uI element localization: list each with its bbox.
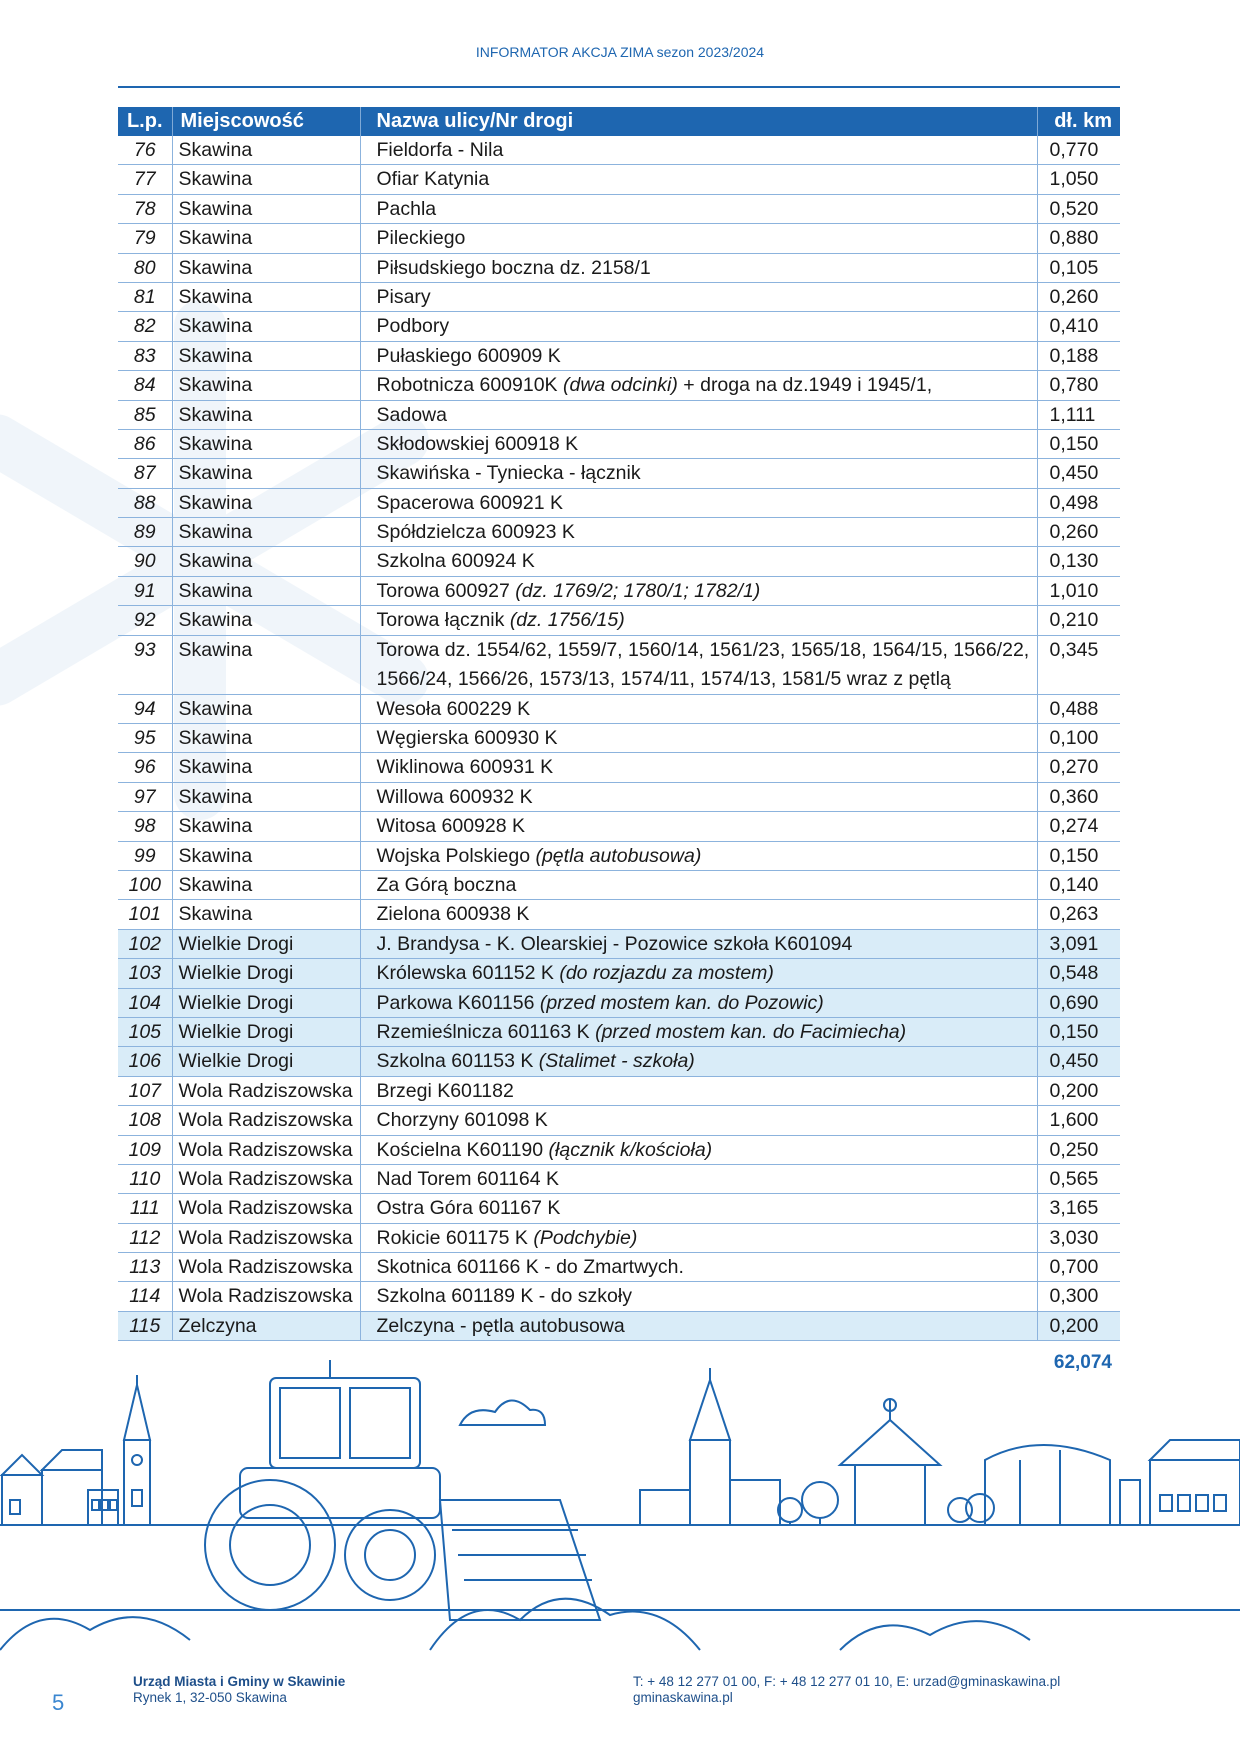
row-street (360, 1076, 1037, 1105)
row-place: Skawina (172, 518, 360, 547)
row-length-km: 0,100 (1037, 724, 1120, 753)
row-street (360, 870, 1037, 899)
table-body (118, 136, 1120, 1341)
row-number: 93 (118, 635, 172, 694)
row-number: 115 (118, 1311, 172, 1340)
table-row (118, 841, 1120, 870)
street-note: (przed mostem kan. do Facimiecha) (595, 1020, 907, 1043)
street-name: Witosa 600928 K (376, 815, 526, 838)
street-name: Spółdzielcza 600923 K (376, 521, 575, 544)
street-name: Brzegi K601182 (376, 1079, 514, 1102)
street-name: Węgierska 600930 K (376, 727, 558, 750)
row-place: Wola Radziszowska (172, 1194, 360, 1223)
table-row (118, 1135, 1120, 1164)
header-divider (118, 86, 1120, 88)
row-street (360, 429, 1037, 458)
row-length-km: 0,410 (1037, 312, 1120, 341)
table-row (118, 1282, 1120, 1311)
row-place: Wola Radziszowska (172, 1223, 360, 1252)
row-length-km: 0,274 (1037, 812, 1120, 841)
row-street (360, 694, 1037, 723)
street-name: Szkolna 600924 K (376, 550, 535, 573)
row-length-km: 0,250 (1037, 1135, 1120, 1164)
row-length-km: 1,050 (1037, 165, 1120, 194)
table-row (118, 1194, 1120, 1223)
table-row (118, 547, 1120, 576)
row-place: Skawina (172, 635, 360, 694)
row-number: 88 (118, 488, 172, 517)
row-number: 91 (118, 576, 172, 605)
row-street (360, 929, 1037, 958)
table-row (118, 1223, 1120, 1252)
row-street (360, 1223, 1037, 1252)
row-street (360, 1282, 1037, 1311)
street-name: Skawińska - Tyniecka - łącznik (376, 462, 641, 485)
row-length-km: 0,450 (1037, 1047, 1120, 1076)
table-row (118, 959, 1120, 988)
street-name: Ostra Góra 601167 K (376, 1197, 561, 1220)
row-number: 80 (118, 253, 172, 282)
street-note: (pętla autobusowa) (535, 844, 702, 867)
row-place: Skawina (172, 724, 360, 753)
row-place: Skawina (172, 341, 360, 370)
table-row (118, 282, 1120, 311)
row-street (360, 547, 1037, 576)
row-number: 113 (118, 1253, 172, 1282)
row-street (360, 959, 1037, 988)
row-number: 104 (118, 988, 172, 1017)
row-street (360, 1164, 1037, 1193)
row-street (360, 635, 1037, 694)
row-number: 106 (118, 1047, 172, 1076)
roads-table (118, 107, 1120, 1341)
row-length-km: 0,450 (1037, 459, 1120, 488)
table-row (118, 576, 1120, 605)
footer-contact[interactable]: T: + 48 12 277 01 00, F: + 48 12 277 01 10, E: urzad@gminaskawina.pl (633, 1674, 1061, 1689)
row-street (360, 1311, 1037, 1340)
street-name: Torowa dz. 1554/62, 1559/7, 1560/14, 1561/23, 1565/18, 1564/15, 1566/22, 1566/24, 1566/26, 1573/13, 1574/11, 1574/13, 1581/5 wraz z pętlą (376, 638, 1030, 690)
table-row (118, 1164, 1120, 1193)
row-length-km: 0,200 (1037, 1076, 1120, 1105)
street-name: Wojska Polskiego (376, 844, 531, 867)
row-number: 114 (118, 1282, 172, 1311)
street-name: Królewska 601152 K (376, 962, 554, 985)
street-note: (przed mostem kan. do Pozowic) (539, 991, 824, 1014)
row-length-km: 0,780 (1037, 371, 1120, 400)
row-place: Wola Radziszowska (172, 1076, 360, 1105)
row-number: 110 (118, 1164, 172, 1193)
street-note: (Stalimet - szkoła) (538, 1050, 695, 1073)
footer-contact-block (633, 1674, 1060, 1706)
row-street (360, 841, 1037, 870)
row-number: 109 (118, 1135, 172, 1164)
row-street (360, 1047, 1037, 1076)
street-name: Torowa 600927 (376, 579, 510, 602)
row-length-km: 3,030 (1037, 1223, 1120, 1252)
footer-website-link[interactable]: gminaskawina.pl (633, 1690, 733, 1705)
street-note: (Podchybie) (533, 1226, 638, 1249)
table-row (118, 1311, 1120, 1340)
row-number: 103 (118, 959, 172, 988)
column-header-street: Nazwa ulicy/Nr drogi (360, 107, 1037, 136)
table-row (118, 635, 1120, 694)
street-name: Podbory (376, 315, 450, 338)
street-name: Pisary (376, 285, 431, 308)
winter-town-illustration (0, 1350, 1240, 1660)
street-name: Pileckiego (376, 227, 466, 250)
row-number: 90 (118, 547, 172, 576)
street-name: Kościelna K601190 (376, 1138, 544, 1161)
table-row (118, 1253, 1120, 1282)
street-name: Szkolna 601189 K - do szkoły (376, 1285, 632, 1308)
street-note: (dz. 1756/15) (509, 609, 625, 632)
row-length-km: 0,770 (1037, 136, 1120, 165)
row-place: Wielkie Drogi (172, 1017, 360, 1046)
row-number: 99 (118, 841, 172, 870)
row-number: 84 (118, 371, 172, 400)
row-street (360, 136, 1037, 165)
row-number: 108 (118, 1106, 172, 1135)
table-row (118, 136, 1120, 165)
row-length-km: 1,111 (1037, 400, 1120, 429)
row-place: Skawina (172, 312, 360, 341)
row-place: Skawina (172, 224, 360, 253)
row-number: 100 (118, 870, 172, 899)
row-place: Skawina (172, 459, 360, 488)
row-length-km: 0,140 (1037, 870, 1120, 899)
street-name: Fieldorfa - Nila (376, 139, 504, 161)
street-note: (do rozjazdu za mostem) (559, 962, 774, 985)
row-number: 81 (118, 282, 172, 311)
row-length-km: 0,150 (1037, 841, 1120, 870)
street-name: Nad Torem 601164 K (376, 1167, 559, 1190)
table-header-row (118, 107, 1120, 136)
row-place: Wola Radziszowska (172, 1282, 360, 1311)
row-length-km: 0,345 (1037, 635, 1120, 694)
row-place: Skawina (172, 371, 360, 400)
street-name: Chorzyny 601098 K (376, 1109, 548, 1132)
row-number: 107 (118, 1076, 172, 1105)
street-name: Sadowa (376, 403, 447, 426)
table-row (118, 929, 1120, 958)
table-row (118, 694, 1120, 723)
row-number: 79 (118, 224, 172, 253)
table-row (118, 429, 1120, 458)
page-header-title: INFORMATOR AKCJA ZIMA sezon 2023/2024 (475, 44, 765, 60)
row-number: 83 (118, 341, 172, 370)
table-row (118, 1076, 1120, 1105)
row-street (360, 253, 1037, 282)
row-place: Wola Radziszowska (172, 1106, 360, 1135)
row-place: Skawina (172, 606, 360, 635)
row-street (360, 282, 1037, 311)
row-length-km: 0,200 (1037, 1311, 1120, 1340)
table-row (118, 753, 1120, 782)
row-street (360, 400, 1037, 429)
street-name: Torowa łącznik (376, 609, 505, 632)
row-place: Skawina (172, 429, 360, 458)
row-length-km: 0,260 (1037, 518, 1120, 547)
street-name: Piłsudskiego boczna dz. 2158/1 (376, 256, 651, 279)
row-place: Skawina (172, 900, 360, 929)
table-row (118, 518, 1120, 547)
row-place: Wola Radziszowska (172, 1164, 360, 1193)
table-row (118, 782, 1120, 811)
row-length-km: 0,548 (1037, 959, 1120, 988)
row-street (360, 782, 1037, 811)
row-place: Wola Radziszowska (172, 1253, 360, 1282)
row-street (360, 312, 1037, 341)
row-place: Wielkie Drogi (172, 929, 360, 958)
street-name: Spacerowa 600921 K (376, 491, 563, 514)
table-row (118, 224, 1120, 253)
footer-address: Rynek 1, 32-050 Skawina (133, 1690, 287, 1705)
table-row (118, 459, 1120, 488)
row-length-km: 0,360 (1037, 782, 1120, 811)
row-length-km: 0,700 (1037, 1253, 1120, 1282)
row-length-km: 0,130 (1037, 547, 1120, 576)
footer-address-block (133, 1674, 345, 1706)
row-place: Skawina (172, 136, 360, 165)
row-street (360, 900, 1037, 929)
street-name: Willowa 600932 K (376, 785, 533, 808)
row-street (360, 1017, 1037, 1046)
row-length-km: 0,270 (1037, 753, 1120, 782)
table-row (118, 253, 1120, 282)
row-length-km: 0,210 (1037, 606, 1120, 635)
row-street (360, 1194, 1037, 1223)
table-row (118, 1017, 1120, 1046)
street-note: (dwa odcinki) (562, 374, 678, 397)
row-number: 105 (118, 1017, 172, 1046)
row-length-km: 0,498 (1037, 488, 1120, 517)
table-row (118, 1106, 1120, 1135)
row-street (360, 194, 1037, 223)
row-place: Skawina (172, 165, 360, 194)
table-row (118, 488, 1120, 517)
street-name: Rzemieślnicza 601163 K (376, 1020, 590, 1043)
street-name: Zielona 600938 K (376, 903, 530, 926)
row-number: 77 (118, 165, 172, 194)
row-place: Skawina (172, 782, 360, 811)
table-row (118, 341, 1120, 370)
row-place: Skawina (172, 253, 360, 282)
row-length-km: 0,488 (1037, 694, 1120, 723)
row-number: 89 (118, 518, 172, 547)
row-number: 98 (118, 812, 172, 841)
column-header-length: dł. km (1037, 107, 1120, 136)
row-street (360, 988, 1037, 1017)
row-street (360, 488, 1037, 517)
street-name: Szkolna 601153 K (376, 1050, 534, 1073)
row-place: Skawina (172, 488, 360, 517)
row-length-km: 0,188 (1037, 341, 1120, 370)
row-street (360, 1253, 1037, 1282)
street-name: J. Brandysa - K. Olearskiej - Pozowice szkoła K601094 (376, 932, 853, 955)
row-place: Skawina (172, 576, 360, 605)
row-street (360, 724, 1037, 753)
row-street (360, 812, 1037, 841)
row-number: 111 (118, 1194, 172, 1223)
row-number: 92 (118, 606, 172, 635)
row-street (360, 165, 1037, 194)
column-header-place: Miejscowość (172, 107, 360, 136)
row-length-km: 1,010 (1037, 576, 1120, 605)
row-number: 78 (118, 194, 172, 223)
row-length-km: 0,520 (1037, 194, 1120, 223)
row-street (360, 371, 1037, 400)
row-length-km: 0,105 (1037, 253, 1120, 282)
row-place: Wielkie Drogi (172, 1047, 360, 1076)
row-number: 87 (118, 459, 172, 488)
table-row (118, 371, 1120, 400)
row-street (360, 606, 1037, 635)
row-street (360, 1135, 1037, 1164)
row-length-km: 0,880 (1037, 224, 1120, 253)
row-place: Skawina (172, 812, 360, 841)
row-place: Skawina (172, 282, 360, 311)
row-number: 102 (118, 929, 172, 958)
row-place: Skawina (172, 870, 360, 899)
row-number: 94 (118, 694, 172, 723)
row-number: 85 (118, 400, 172, 429)
row-place: Wola Radziszowska (172, 1135, 360, 1164)
page-number: 5 (52, 1690, 65, 1715)
table-row (118, 900, 1120, 929)
table-row (118, 312, 1120, 341)
row-street (360, 576, 1037, 605)
row-length-km: 0,690 (1037, 988, 1120, 1017)
row-place: Skawina (172, 400, 360, 429)
row-length-km: 0,260 (1037, 282, 1120, 311)
row-street (360, 459, 1037, 488)
row-number: 112 (118, 1223, 172, 1252)
row-place: Skawina (172, 547, 360, 576)
row-number: 76 (118, 136, 172, 165)
street-name: Ofiar Katynia (376, 168, 490, 191)
row-place: Skawina (172, 694, 360, 723)
street-tail: + droga na dz.1949 i 1945/1, (677, 374, 933, 397)
street-name: Skłodowskiej 600918 K (376, 432, 579, 455)
street-name: Wesoła 600229 K (376, 697, 531, 720)
street-name: Za Górą boczna (376, 873, 517, 896)
row-length-km: 0,565 (1037, 1164, 1120, 1193)
row-place: Wielkie Drogi (172, 988, 360, 1017)
row-length-km: 1,600 (1037, 1106, 1120, 1135)
row-length-km: 0,150 (1037, 1017, 1120, 1046)
street-note: (dz. 1769/2; 1780/1; 1782/1) (515, 579, 761, 602)
row-street (360, 1106, 1037, 1135)
street-name: Skotnica 601166 K - do Zmartwych. (376, 1256, 684, 1279)
row-place: Skawina (172, 194, 360, 223)
row-place: Skawina (172, 753, 360, 782)
row-place: Wielkie Drogi (172, 959, 360, 988)
footer-org-name: Urząd Miasta i Gminy w Skawinie (133, 1674, 346, 1689)
row-length-km: 3,165 (1037, 1194, 1120, 1223)
table-row (118, 724, 1120, 753)
street-name: Wiklinowa 600931 K (376, 756, 554, 779)
row-number: 101 (118, 900, 172, 929)
row-street (360, 341, 1037, 370)
column-header-lp: L.p. (118, 107, 172, 136)
street-name: Robotnicza 600910K (376, 374, 558, 397)
table-row (118, 1047, 1120, 1076)
table-row (118, 870, 1120, 899)
row-street (360, 518, 1037, 547)
row-length-km: 0,150 (1037, 429, 1120, 458)
street-note: (łącznik k/kościoła) (548, 1138, 713, 1161)
row-street (360, 753, 1037, 782)
table-row (118, 812, 1120, 841)
table-row (118, 165, 1120, 194)
row-street (360, 224, 1037, 253)
row-length-km: 0,300 (1037, 1282, 1120, 1311)
row-number: 82 (118, 312, 172, 341)
street-name: Pachla (376, 197, 437, 220)
row-length-km: 0,263 (1037, 900, 1120, 929)
table-row (118, 606, 1120, 635)
table-row (118, 194, 1120, 223)
street-name: Rokicie 601175 K (376, 1226, 528, 1249)
row-length-km: 3,091 (1037, 929, 1120, 958)
street-name: Parkowa K601156 (376, 991, 535, 1014)
table-row (118, 988, 1120, 1017)
row-place: Zelczyna (172, 1311, 360, 1340)
street-name: Zelczyna - pętla autobusowa (376, 1314, 625, 1337)
row-number: 86 (118, 429, 172, 458)
row-number: 96 (118, 753, 172, 782)
row-number: 95 (118, 724, 172, 753)
street-name: Pułaskiego 600909 K (376, 344, 561, 367)
row-number: 97 (118, 782, 172, 811)
table-row (118, 400, 1120, 429)
total-length: 62,074 (1053, 1352, 1112, 1373)
row-place: Skawina (172, 841, 360, 870)
